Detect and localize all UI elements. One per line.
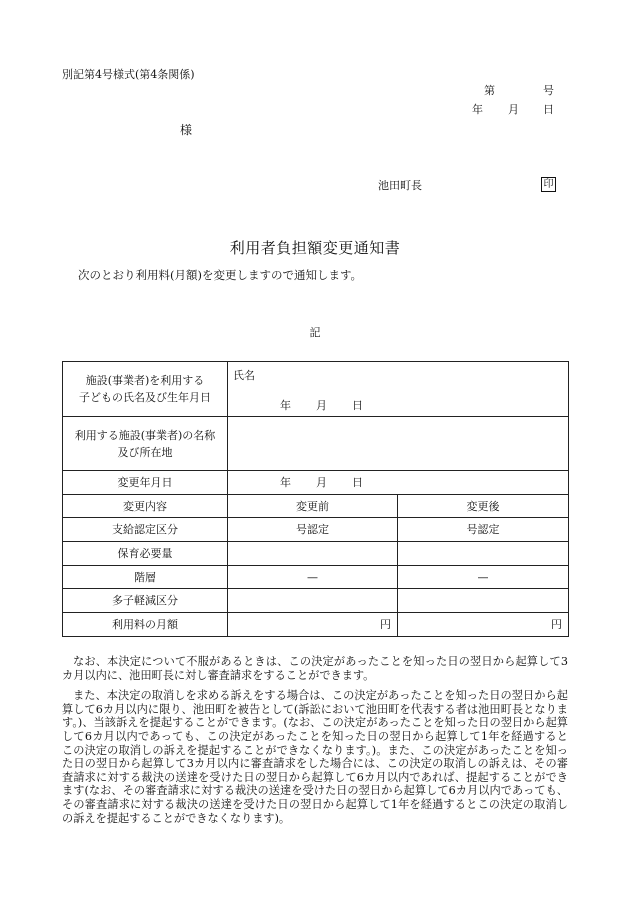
table-row-child bbox=[63, 362, 569, 417]
change-details-table bbox=[62, 361, 569, 637]
doc-number-dai: 第 bbox=[484, 84, 495, 97]
change-date-label: 変更年月日 bbox=[63, 471, 228, 495]
fee-before[interactable] bbox=[228, 613, 398, 637]
table-row-childcare bbox=[63, 542, 569, 566]
change-detail-label: 変更内容 bbox=[63, 495, 228, 518]
document-title: 利用者負担額変更通知書 bbox=[229, 239, 401, 257]
change-date-value-cell[interactable] bbox=[228, 471, 569, 495]
child-label-line2: 子どもの氏名及び生年月日 bbox=[79, 391, 211, 404]
fee-after[interactable] bbox=[398, 613, 569, 637]
childcare-after[interactable] bbox=[398, 542, 569, 566]
form-reference: 別記第4号様式(第4条関係) bbox=[62, 68, 195, 81]
multi-child-before[interactable] bbox=[228, 589, 398, 613]
doc-date-month: 月 bbox=[508, 103, 519, 116]
change-date-ymd bbox=[228, 477, 568, 488]
facility-value-cell[interactable] bbox=[228, 417, 569, 471]
childcare-before[interactable] bbox=[228, 542, 398, 566]
fee-label: 利用料の月額 bbox=[63, 613, 228, 637]
sender-name: 池田町長 bbox=[378, 179, 422, 192]
childcare-label: 保育必要量 bbox=[63, 542, 228, 566]
before-header: 変更前 bbox=[228, 495, 398, 518]
tier-after[interactable]: — bbox=[398, 566, 569, 589]
doc-number-go: 号 bbox=[543, 84, 554, 97]
table-row-tier bbox=[63, 566, 569, 589]
seal-mark: 印 bbox=[541, 177, 556, 192]
child-name-cell[interactable] bbox=[228, 362, 569, 417]
child-label-cell bbox=[63, 362, 228, 417]
after-header: 変更後 bbox=[398, 495, 569, 518]
table-row-change-date bbox=[63, 471, 569, 495]
multi-child-label: 多子軽減区分 bbox=[63, 589, 228, 613]
cert-after[interactable]: 号認定 bbox=[398, 518, 569, 542]
ki-marker: 記 bbox=[309, 326, 321, 339]
doc-date-year: 年 bbox=[472, 103, 483, 116]
table-row-header bbox=[63, 495, 569, 518]
doc-date-day: 日 bbox=[543, 103, 554, 116]
birth-month: 月 bbox=[316, 399, 327, 412]
table-row-fee bbox=[63, 613, 569, 637]
name-label: 氏名 bbox=[233, 369, 255, 382]
tier-before[interactable]: — bbox=[228, 566, 398, 589]
change-month: 月 bbox=[316, 476, 327, 489]
intro-text: 次のとおり利用料(月額)を変更しますので通知します。 bbox=[78, 268, 363, 282]
legal-notes bbox=[62, 655, 568, 832]
table-row-multi-child bbox=[63, 589, 569, 613]
table-row-cert bbox=[63, 518, 569, 542]
note-paragraph-2: また、本決定の取消しを求める訴えをする場合は、この決定があったことを知った日の翌日から起算して6カ月以内に限り、池田町を被告として(訴訟において池田町を代表する者は池田町長となります。)、当該訴えを提起することができます。(なお、この決定があったことを知った日の翌日から起算して6カ月以内であっても、この決定があったことを知った日の翌日から起算して1年を経過するとこの決定の取消しの訴えを提起することができなくなります。)。また、この決定があったことを知った日の翌日から起算して3カ月以内に審査請求をした場合には、この決定の取消しの訴えは、その審査請求に対する裁決の送達を受けた日の翌日から起算して6カ月以内であれば、提起することができます(なお、その審査請求に対する裁決の送達を受けた日の翌日から起算して6カ月以内であっても、その審査請求に対する裁決の送達を受けた日の翌日から起算して1年を経過するとこの決定の取消しの訴えを提起することができなくなります)。 bbox=[62, 689, 568, 825]
multi-child-after[interactable] bbox=[398, 589, 569, 613]
note-paragraph-1: なお、本決定について不服があるときは、この決定があったことを知った日の翌日から起算して3カ月以内に、池田町長に対し審査請求をすることができます。 bbox=[62, 655, 568, 682]
birth-year: 年 bbox=[280, 399, 291, 412]
cert-before[interactable]: 号認定 bbox=[228, 518, 398, 542]
change-year: 年 bbox=[280, 476, 291, 489]
child-label-line1: 施設(事業者)を利用する bbox=[85, 374, 205, 387]
table-row-facility bbox=[63, 417, 569, 471]
fee-after-unit: 円 bbox=[551, 618, 562, 631]
cert-label: 支給認定区分 bbox=[63, 518, 228, 542]
recipient-suffix: 様 bbox=[180, 123, 193, 137]
facility-label-cell bbox=[63, 417, 228, 471]
birth-day: 日 bbox=[352, 399, 363, 412]
facility-label-line1: 利用する施設(事業者)の名称 bbox=[74, 428, 216, 442]
change-day: 日 bbox=[352, 476, 363, 489]
fee-before-unit: 円 bbox=[380, 618, 391, 631]
facility-label-line2: 及び所在地 bbox=[117, 445, 173, 459]
tier-label: 階層 bbox=[63, 566, 228, 589]
